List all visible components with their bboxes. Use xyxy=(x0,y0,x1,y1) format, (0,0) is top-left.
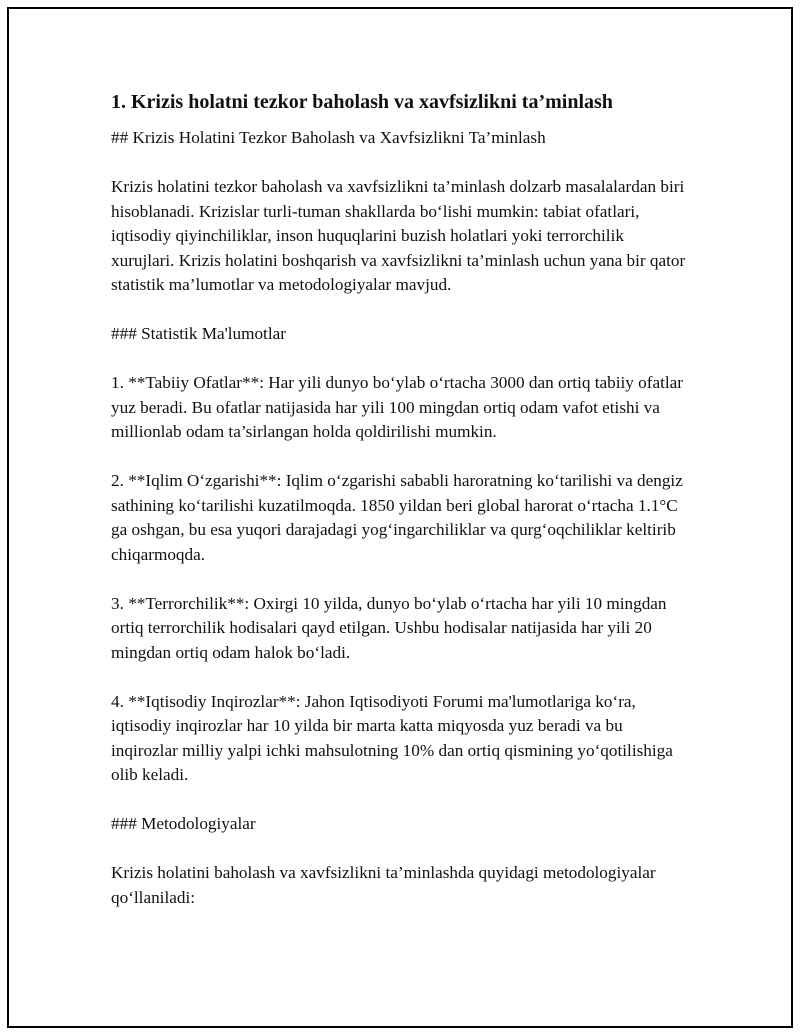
document-title: 1. Krizis holatni tezkor baholash va xavfsizlikni ta’minlash xyxy=(111,91,613,113)
methods-heading: ### Metodologiyalar xyxy=(111,814,256,833)
list-item: 3. **Terrorchilik**: Oxirgi 10 yilda, dunyo bo‘ylab o‘rtacha har yili 10 mingdan ortiq terrorchilik hodisalari qayd etilgan. Ushbu hodisalar natijasida har yili 20 mingdan ortiq odam halok bo‘ladi. xyxy=(111,593,667,662)
document-content xyxy=(111,88,691,935)
list-item: 1. **Tabiiy Ofatlar**: Har yili dunyo bo‘ylab o‘rtacha 3000 dan ortiq tabiiy ofatlar yuz beradi. Bu ofatlar natijasida har yili 100 mingdan ortiq odam vafot etishi va millionlab odam ta’sirlangan holda qoldirilishi mumkin. xyxy=(111,373,684,441)
subheading: ## Krizis Holatini Tezkor Baholash va Xavfsizlikni Ta’minlash xyxy=(111,128,546,147)
list-item: 4. **Iqtisodiy Inqirozlar**: Jahon Iqtisodiyoti Forumi ma'lumotlariga ko‘ra, iqtisodiy inqirozlar har 10 yilda bir marta katta miqyosda yuz beradi va bu inqirozlar milliy yalpi ichki mahsulotning 10% dan ortiq qismining yo‘qotilishiga olib keladi. xyxy=(111,691,673,784)
intro-paragraph: Krizis holatini tezkor baholash va xavfsizlikni ta’minlash dolzarb masalalardan biri hisoblanadi. Krizislar turli-tuman shakllarda bo‘lishi mumkin: tabiat ofatlari, iqtisodiy qiyinchiliklar, inson huquqlarini buzish holatlari yoki terrorchilik xurujlari. Krizis holatini boshqarish va xavfsizlikni ta’minlash uchun yana bir qator statistik ma’lumotlar va metodologiyalar mavjud. xyxy=(111,177,686,294)
list-item: 2. **Iqlim O‘zgarishi**: Iqlim o‘zgarishi sababli haroratning ko‘tarilishi va dengiz sathining ko‘tarilishi kuzatilmoqda. 1850 yildan beri global harorat o‘rtacha 1.1°C ga oshgan, bu esa yuqori darajadagi yog‘ingarchiliklar va qurg‘oqchiliklar keltirib chiqarmoqda. xyxy=(111,471,683,564)
methods-intro: Krizis holatini baholash va xavfsizlikni ta’minlashda quyidagi metodologiyalar qo‘llaniladi: xyxy=(111,863,656,907)
stats-heading: ### Statistik Ma'lumotlar xyxy=(111,324,286,343)
